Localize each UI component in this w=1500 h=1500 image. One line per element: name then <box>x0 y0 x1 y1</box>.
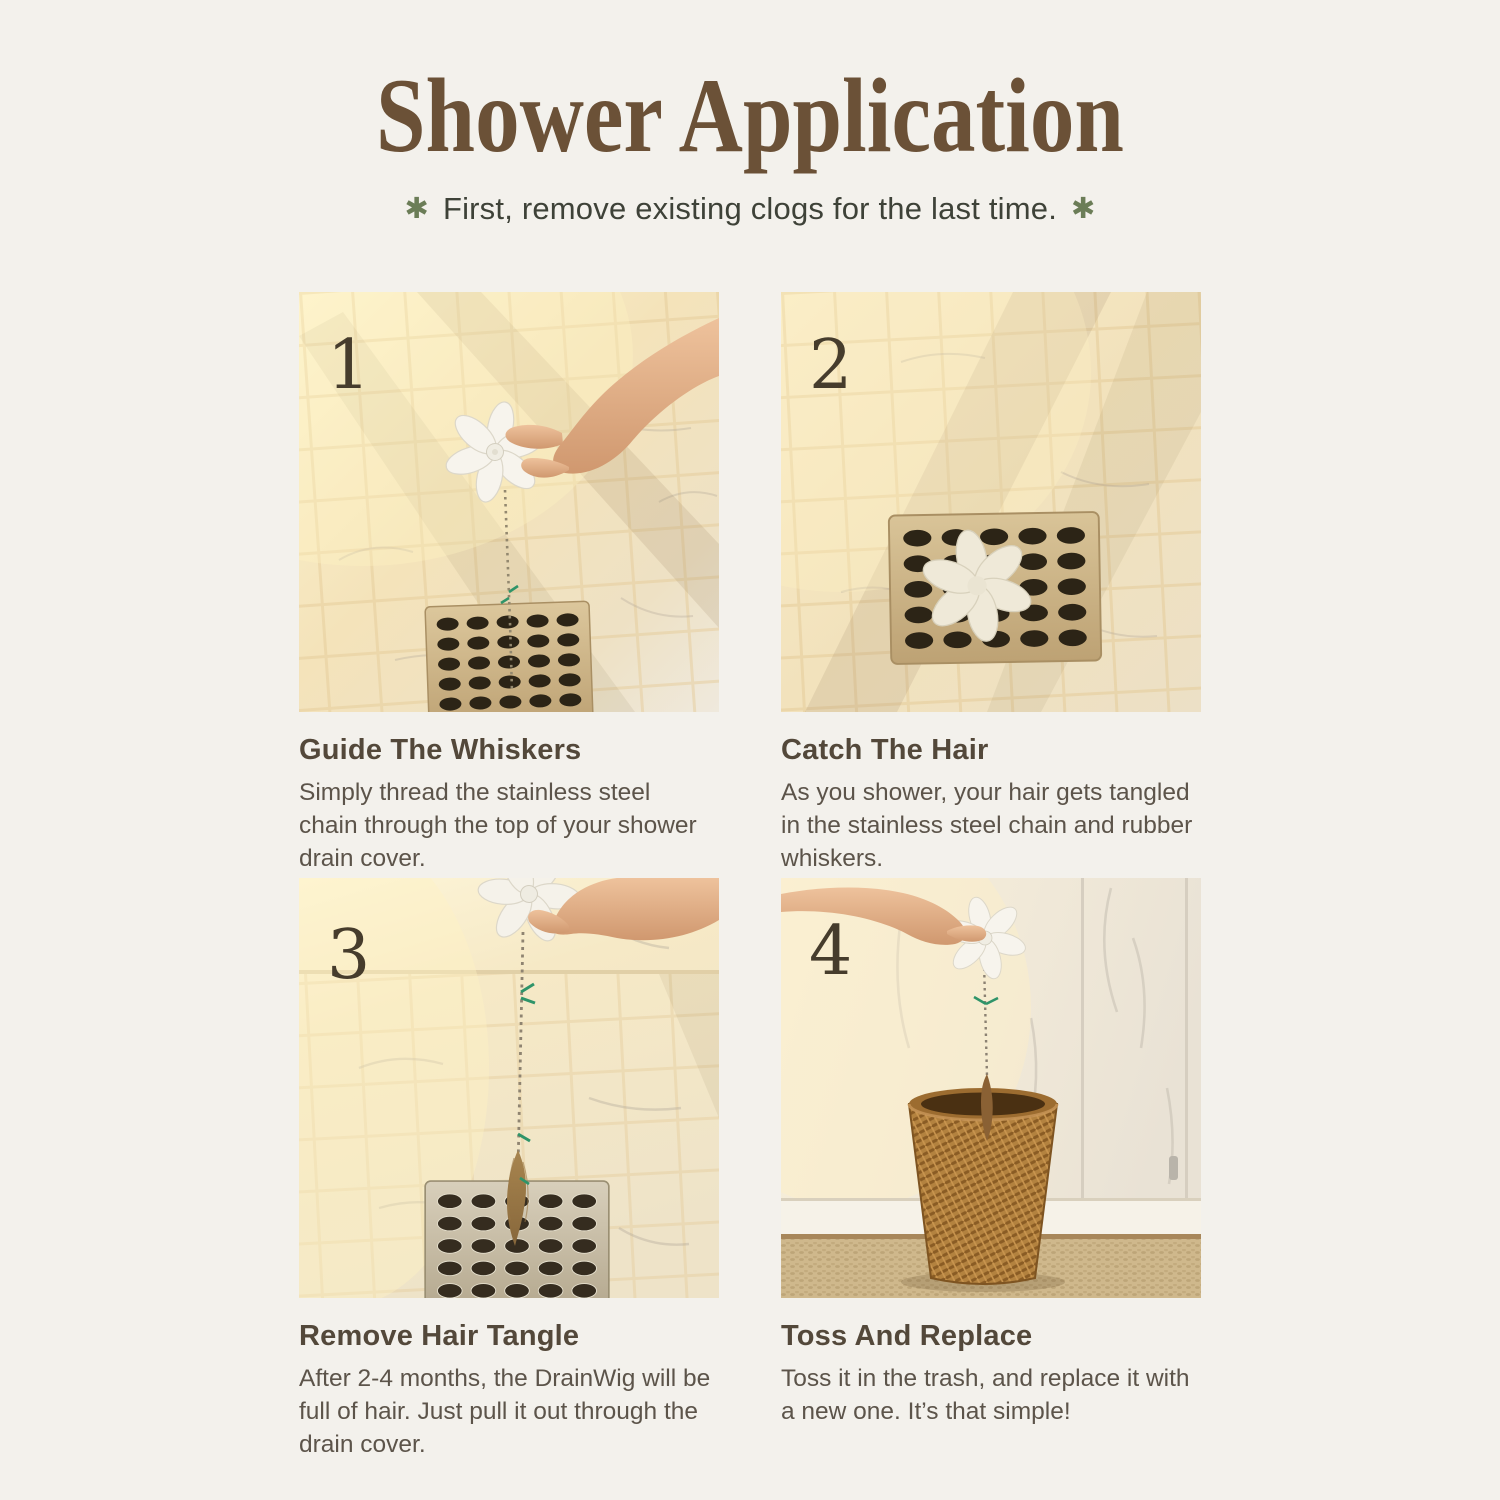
step-card-2 <box>781 292 1201 878</box>
steps-grid <box>299 292 1201 1464</box>
step-card-4 <box>781 878 1201 1464</box>
step-description: After 2-4 months, the DrainWig will be full of hair. Just pull it out through the drain cover. <box>299 1365 711 1458</box>
step-number: 2 <box>809 326 853 405</box>
step-title: Guide The Whiskers <box>299 734 582 766</box>
page-subtitle-text: First, remove existing clogs for the last time. <box>442 191 1058 226</box>
step-photo-3 <box>299 878 719 1298</box>
step-title: Catch The Hair <box>781 734 989 766</box>
step-text-3 <box>299 1320 719 1464</box>
step-description: As you shower, your hair gets tangled in the stainless steel chain and rubber whiskers. <box>781 779 1193 872</box>
step-text-2 <box>781 734 1201 878</box>
step-card-1 <box>299 292 719 878</box>
step-description: Simply thread the stainless steel chain through the top of your shower drain cover. <box>299 779 697 872</box>
glass-panel-seam <box>1081 878 1084 1208</box>
page-subtitle <box>0 189 1500 230</box>
step-photo-4 <box>781 878 1201 1298</box>
step-number: 3 <box>327 916 371 995</box>
step-photo-2 <box>781 292 1201 712</box>
step-card-3 <box>299 878 719 1464</box>
step-number: 4 <box>809 912 853 991</box>
drain-cover <box>889 512 1101 664</box>
step-photo-1 <box>299 292 719 712</box>
asterisk-icon: ✱ <box>1071 193 1096 225</box>
photo-2-illustration <box>781 292 1201 712</box>
step-title: Toss And Replace <box>781 1320 1033 1352</box>
photo-3-illustration <box>299 878 719 1298</box>
photo-4-illustration <box>781 878 1201 1298</box>
glass-panel-seam <box>1185 878 1188 1208</box>
step-description: Toss it in the trash, and replace it with a new one. It’s that simple! <box>781 1365 1190 1425</box>
photo-1-illustration <box>299 292 719 712</box>
page-title: Shower Application <box>376 57 1124 174</box>
step-number: 1 <box>327 326 371 405</box>
step-text-4 <box>781 1320 1201 1464</box>
step-text-1 <box>299 734 719 878</box>
asterisk-icon: ✱ <box>404 193 429 225</box>
shower-door-handle <box>1169 1156 1178 1180</box>
step-title: Remove Hair Tangle <box>299 1320 580 1352</box>
